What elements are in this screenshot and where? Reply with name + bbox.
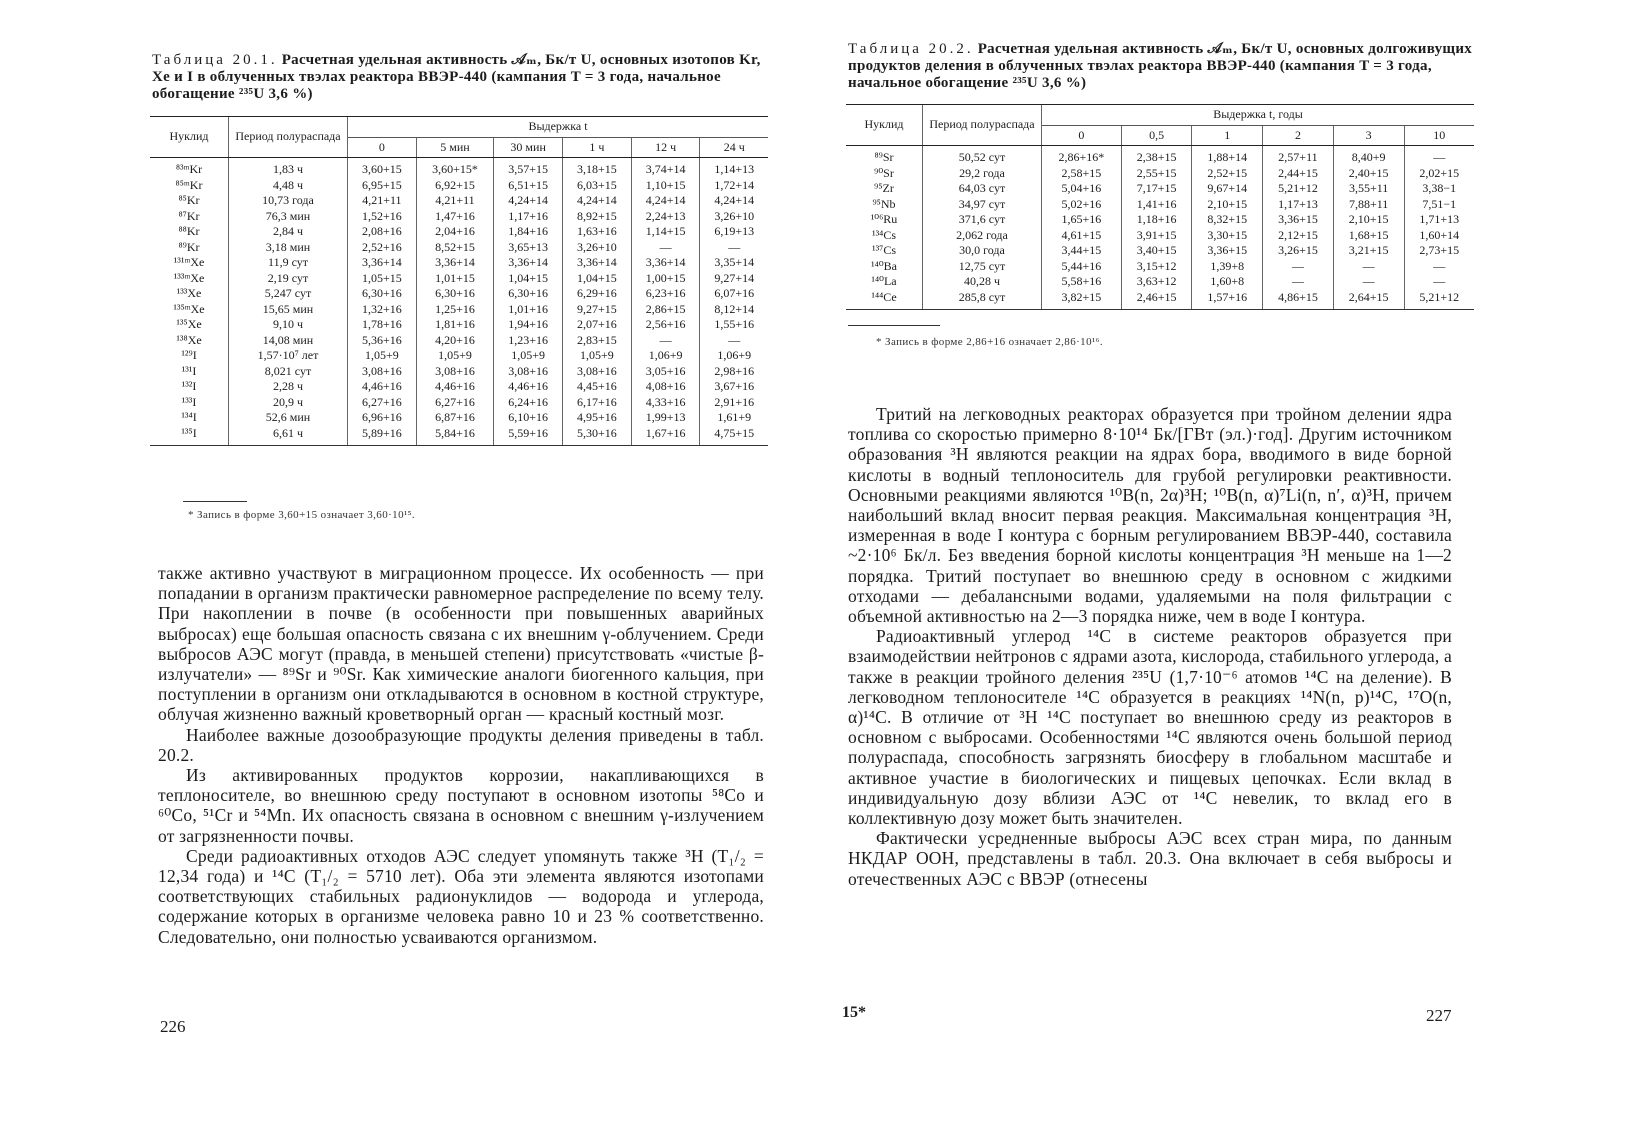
paragraph: Среди радиоактивных отходов АЭС следует упомянуть также ³H (T₁/₂ = 12,34 года) и ¹⁴C (T₁/₂ = 5710 лет). Оба эти элемента являются изотопами соответствующих стабильных радионуклидов — водорода и углерода, содержание которых в организме человека равно 10 и 23 % соответственно. Следовательно, они полностью усваиваются организмом. bbox=[158, 845, 764, 947]
t1-cell-activity: 2,24+13 bbox=[631, 209, 700, 225]
table-20-2-caption-text: Расчетная удельная активность 𝒜ₘ, Бк/т U, основных долгоживущих продуктов деления в облученных твэлах реактора ВВЭР-440 (кампания T = 3 года, начальное обогащение ²³⁵U 3,6 %) bbox=[848, 41, 1473, 91]
t1-cell-activity: 1,47+16 bbox=[416, 209, 494, 225]
t1-cell-activity: — bbox=[700, 240, 768, 256]
t1-cell-activity: 6,23+16 bbox=[631, 286, 700, 302]
t2-cell-activity: 7,17+15 bbox=[1121, 181, 1192, 197]
t1-cell-activity: 4,75+15 bbox=[700, 426, 768, 446]
t1-cell-nuclide: ¹³¹ᵐXe bbox=[173, 255, 205, 269]
t1-cell-nuclide: ⁸⁵Kr bbox=[178, 193, 200, 207]
t1-cell-activity: 1,05+15 bbox=[348, 271, 417, 287]
t2-cell-activity: 8,40+9 bbox=[1333, 146, 1404, 166]
t1-cell-activity: 1,72+14 bbox=[700, 178, 768, 194]
t1-cell-activity: 6,17+16 bbox=[563, 395, 632, 411]
t2-col-header-time: 0,5 bbox=[1121, 125, 1192, 146]
t1-cell-activity: 1,05+9 bbox=[563, 348, 632, 364]
t1-cell-activity: 1,78+16 bbox=[348, 317, 417, 333]
t1-cell-activity: 5,84+16 bbox=[416, 426, 494, 446]
t1-cell-activity: 4,46+16 bbox=[348, 379, 417, 395]
col-header-nuclide-2: Нуклид bbox=[846, 105, 923, 146]
t1-cell-activity: 6,29+16 bbox=[563, 286, 632, 302]
t1-col-header-time: 30 мин bbox=[494, 137, 563, 158]
t2-cell-activity: 2,10+15 bbox=[1192, 197, 1263, 213]
t2-cell-half-life: 285,8 сут bbox=[923, 290, 1042, 310]
footnote-rule-2 bbox=[848, 325, 940, 326]
t1-cell-nuclide: ¹³³I bbox=[181, 394, 197, 409]
t2-cell-nuclide: ⁹⁰Sr bbox=[874, 165, 894, 180]
t1-table-row bbox=[150, 426, 768, 446]
t1-cell-activity: 2,98+16 bbox=[700, 364, 768, 380]
t1-cell-activity: 1,63+16 bbox=[563, 224, 632, 240]
t2-cell-activity: 2,38+15 bbox=[1121, 146, 1192, 166]
t1-cell-half-life: 14,08 мин bbox=[229, 333, 348, 349]
t1-cell-activity: 6,27+16 bbox=[416, 395, 494, 411]
t2-cell-activity: — bbox=[1263, 259, 1334, 275]
t1-table-row bbox=[150, 178, 768, 194]
t2-cell-activity: 2,40+15 bbox=[1333, 166, 1404, 182]
t1-cell-activity: 8,52+15 bbox=[416, 240, 494, 256]
t1-cell-activity: 1,04+15 bbox=[494, 271, 563, 287]
t1-cell-activity: 1,17+16 bbox=[494, 209, 563, 225]
t1-cell-activity: 4,21+11 bbox=[416, 193, 494, 209]
t1-cell-activity: 1,55+16 bbox=[700, 317, 768, 333]
t1-cell-activity: 6,30+16 bbox=[348, 286, 417, 302]
t1-cell-activity: 4,33+16 bbox=[631, 395, 700, 411]
paragraph: Наиболее важные дозообразующие продукты деления приведены в табл. 20.2. bbox=[158, 724, 764, 765]
t2-cell-activity: 3,63+12 bbox=[1121, 274, 1192, 290]
t1-cell-activity: — bbox=[700, 333, 768, 349]
col-header-exposure: Выдержка t bbox=[348, 117, 769, 138]
t1-cell-activity: 9,27+15 bbox=[563, 302, 632, 318]
t1-cell-half-life: 2,19 сут bbox=[229, 271, 348, 287]
t1-table-row bbox=[150, 193, 768, 209]
t2-cell-nuclide: ⁹⁵Nb bbox=[872, 196, 896, 211]
t2-table-row bbox=[846, 166, 1474, 182]
t2-cell-nuclide: ¹³⁴Cs bbox=[871, 227, 897, 242]
t2-cell-activity: — bbox=[1404, 274, 1474, 290]
t1-table-row bbox=[150, 410, 768, 426]
t1-cell-activity: — bbox=[631, 333, 700, 349]
paragraph: также активно участвуют в миграционном процессе. Их особенность — при попадании в организм практически равномерное распределение по всему телу. При накоплении в почве (в особенности при повышенных аварийных выбросах) еще большая опасность связана с их внешним γ-облучением. Среди выбросов АЭС могут (правда, в меньшей степени) присутствовать «чистые β-излучатели» — ⁸⁹Sr и ⁹⁰Sr. Как химические аналоги биогенного кальция, при поступлении в организм они откладываются в основном в костной структуре, облучая жизненно важный кроветворный орган — красный костный мозг. bbox=[158, 563, 764, 725]
t2-table-row bbox=[846, 212, 1474, 228]
t1-col-header-time: 1 ч bbox=[563, 137, 632, 158]
t2-cell-half-life: 12,75 сут bbox=[923, 259, 1042, 275]
t2-cell-activity: 1,17+13 bbox=[1263, 197, 1334, 213]
t2-cell-activity: 2,10+15 bbox=[1333, 212, 1404, 228]
t2-table-row bbox=[846, 181, 1474, 197]
t2-cell-activity: 1,57+16 bbox=[1192, 290, 1263, 310]
t2-cell-activity: 4,61+15 bbox=[1042, 228, 1122, 244]
t1-cell-activity: 3,08+16 bbox=[563, 364, 632, 380]
t1-cell-activity: 3,36+14 bbox=[416, 255, 494, 271]
t2-cell-activity: 3,44+15 bbox=[1042, 243, 1122, 259]
t1-cell-half-life: 9,10 ч bbox=[229, 317, 348, 333]
t1-cell-activity: 4,45+16 bbox=[563, 379, 632, 395]
paragraph: Фактически усредненные выбросы АЭС всех стран мира, по данным НКДАР ООН, представлены в табл. 20.3. Она включает в себя выбросы и отечественных АЭС с ВВЭР (отнесены bbox=[848, 828, 1452, 889]
t2-col-header-time: 3 bbox=[1333, 125, 1404, 146]
t2-cell-activity: 1,88+14 bbox=[1192, 146, 1263, 166]
t1-cell-activity: 4,46+16 bbox=[416, 379, 494, 395]
t1-col-header-time: 0 bbox=[348, 137, 417, 158]
t2-cell-activity: 3,36+15 bbox=[1192, 243, 1263, 259]
table-20-1-caption-text: Расчетная удельная активность 𝒜ₘ, Бк/т U, основных изотопов Kr, Xe и I в облученных твэлах реактора ВВЭР-440 (кампания T = 3 года, начальное обогащение ²³⁵U 3,6 %) bbox=[152, 52, 761, 102]
paragraph: Радиоактивный углерод ¹⁴C в системе реакторов образуется при взаимодействии нейтронов с ядрами азота, кислорода, стабильного углерода, а также в реакции тройного деления ²³⁵U (1,7·10⁻⁶ атомов ¹⁴C на деление). В легководном теплоносителе ¹⁴C образуется в реакциях ¹⁴N(n, p)¹⁴C, ¹⁷O(n, α)¹⁴C. В отличие от ³H ¹⁴C поступает во внешнюю среду из реакторов в основном с выбросами. Особенностями ¹⁴C являются очень большой период полураспада, способность загрязнять биосферу в глобальном масштабе и активное участие в биологических и пищевых цепочках. Если вклад в индивидуальную дозу вблизи АЭС от ¹⁴C невелик, то вклад его в коллективную дозу может быть значителен. bbox=[848, 626, 1452, 829]
t1-cell-nuclide: ¹³⁵I bbox=[150, 426, 229, 446]
t2-cell-activity: 3,40+15 bbox=[1121, 243, 1192, 259]
t1-cell-activity: 1,25+16 bbox=[416, 302, 494, 318]
t1-cell-activity: 3,05+16 bbox=[631, 364, 700, 380]
right-page bbox=[822, 0, 1644, 1139]
t1-cell-activity: 3,08+16 bbox=[494, 364, 563, 380]
t2-table-row bbox=[846, 290, 1474, 310]
t1-cell-activity: 4,46+16 bbox=[494, 379, 563, 395]
page-number-right: 227 bbox=[1426, 1006, 1452, 1025]
t1-cell-nuclide: ⁸⁵ᵐKr bbox=[175, 177, 203, 192]
t1-cell-activity: 4,24+14 bbox=[563, 193, 632, 209]
t1-cell-nuclide: ⁸³ᵐKr bbox=[175, 162, 203, 176]
t2-cell-activity: 2,55+15 bbox=[1121, 166, 1192, 182]
t1-table-row bbox=[150, 255, 768, 271]
t2-cell-activity: 4,86+15 bbox=[1263, 290, 1334, 310]
t1-cell-half-life: 76,3 мин bbox=[229, 209, 348, 225]
t2-cell-activity: 1,60+8 bbox=[1192, 274, 1263, 290]
t1-table-row bbox=[150, 348, 768, 364]
t1-cell-nuclide: ⁸⁸Kr bbox=[178, 224, 200, 238]
t1-cell-activity: 8,12+14 bbox=[700, 302, 768, 318]
t1-cell-activity: 3,60+15* bbox=[416, 158, 494, 178]
t1-cell-activity: 6,07+16 bbox=[700, 286, 768, 302]
t2-cell-activity: 2,02+15 bbox=[1404, 166, 1474, 182]
t2-cell-activity: 5,02+16 bbox=[1042, 197, 1122, 213]
t1-cell-activity: 1,84+16 bbox=[494, 224, 563, 240]
t1-col-header-time: 5 мин bbox=[416, 137, 494, 158]
t1-cell-activity: 2,91+16 bbox=[700, 395, 768, 411]
t1-cell-activity: — bbox=[631, 240, 700, 256]
t1-cell-activity: 6,51+15 bbox=[494, 178, 563, 194]
t1-table-row bbox=[150, 286, 768, 302]
t2-table-row bbox=[846, 243, 1474, 259]
t2-cell-activity: 1,71+13 bbox=[1404, 212, 1474, 228]
t1-cell-activity: 6,96+16 bbox=[348, 410, 417, 426]
table-20-1-footnote: * Запись в форме 3,60+15 означает 3,60·10¹⁵. bbox=[188, 509, 416, 521]
col-header-half-life: Период полураспада bbox=[229, 117, 348, 158]
t2-cell-activity: — bbox=[1404, 259, 1474, 275]
t1-table-row bbox=[150, 395, 768, 411]
t1-cell-activity: 2,52+16 bbox=[348, 240, 417, 256]
t1-cell-activity: 5,30+16 bbox=[563, 426, 632, 446]
t2-cell-activity: 2,52+15 bbox=[1192, 166, 1263, 182]
t2-cell-nuclide: ¹³⁷Cs bbox=[871, 243, 897, 257]
t1-cell-activity: 6,30+16 bbox=[494, 286, 563, 302]
t1-col-header-time: 12 ч bbox=[631, 137, 700, 158]
t2-cell-activity: — bbox=[1333, 274, 1404, 290]
col-header-exposure-2: Выдержка t, годы bbox=[1042, 105, 1475, 126]
t1-cell-half-life: 1,57·10⁷ лет bbox=[229, 348, 348, 364]
table-20-1 bbox=[150, 116, 768, 446]
t1-cell-activity: 3,26+10 bbox=[563, 240, 632, 256]
t2-cell-activity: 7,51−1 bbox=[1404, 197, 1474, 213]
t1-cell-activity: 3,60+15 bbox=[348, 158, 417, 178]
t2-col-header-time: 2 bbox=[1263, 125, 1334, 146]
t2-cell-activity: 5,21+12 bbox=[1263, 181, 1334, 197]
t1-cell-activity: 1,05+9 bbox=[494, 348, 563, 364]
t1-cell-activity: 1,14+13 bbox=[700, 158, 768, 178]
t1-cell-activity: 4,95+16 bbox=[563, 410, 632, 426]
t2-cell-nuclide: ¹⁰⁶Ru bbox=[870, 212, 898, 226]
t1-cell-activity: 4,24+14 bbox=[631, 193, 700, 209]
t2-table-row bbox=[846, 259, 1474, 275]
table-20-1-caption-lead: Таблица 20.1. bbox=[152, 52, 278, 68]
t1-cell-activity: 1,01+15 bbox=[416, 271, 494, 287]
t2-table-row bbox=[846, 274, 1474, 290]
t2-cell-half-life: 34,97 сут bbox=[923, 197, 1042, 213]
t1-cell-activity: 3,26+10 bbox=[700, 209, 768, 225]
t1-cell-activity: 6,27+16 bbox=[348, 395, 417, 411]
table-20-1-caption bbox=[152, 52, 768, 103]
t2-cell-activity: 1,60+14 bbox=[1404, 228, 1474, 244]
t1-cell-activity: 5,89+16 bbox=[348, 426, 417, 446]
t1-cell-half-life: 20,9 ч bbox=[229, 395, 348, 411]
t1-table-row bbox=[150, 333, 768, 349]
right-body-text bbox=[848, 404, 1452, 889]
t1-cell-activity: 1,05+9 bbox=[416, 348, 494, 364]
table-20-2-caption-lead: Таблица 20.2. bbox=[848, 41, 974, 57]
t2-cell-activity: 1,65+16 bbox=[1042, 212, 1122, 228]
t1-cell-half-life: 1,83 ч bbox=[229, 158, 348, 178]
t1-cell-activity: 4,08+16 bbox=[631, 379, 700, 395]
t1-cell-activity: 1,67+16 bbox=[631, 426, 700, 446]
t2-col-header-time: 1 bbox=[1192, 125, 1263, 146]
t1-table-row bbox=[150, 364, 768, 380]
t2-table-row bbox=[846, 146, 1474, 166]
t1-cell-activity: 1,06+9 bbox=[700, 348, 768, 364]
t1-cell-activity: 4,24+14 bbox=[700, 193, 768, 209]
t1-col-header-time: 24 ч bbox=[700, 137, 768, 158]
t1-cell-activity: 1,52+16 bbox=[348, 209, 417, 225]
t1-cell-activity: 1,94+16 bbox=[494, 317, 563, 333]
t1-cell-nuclide: ¹³¹I bbox=[181, 363, 197, 378]
t1-table-row bbox=[150, 224, 768, 240]
t1-cell-activity: 1,00+15 bbox=[631, 271, 700, 287]
t1-cell-activity: 5,59+16 bbox=[494, 426, 563, 446]
t1-cell-half-life: 2,28 ч bbox=[229, 379, 348, 395]
t1-cell-activity: 3,08+16 bbox=[416, 364, 494, 380]
t1-cell-half-life: 10,73 года bbox=[229, 193, 348, 209]
t1-cell-nuclide: ¹³³Xe bbox=[176, 286, 202, 300]
t2-cell-activity: 2,12+15 bbox=[1263, 228, 1334, 244]
col-header-half-life-2: Период полураспада bbox=[923, 105, 1042, 146]
t1-cell-half-life: 11,9 сут bbox=[229, 255, 348, 271]
t1-cell-nuclide: ¹³²I bbox=[181, 379, 197, 393]
t2-cell-half-life: 50,52 сут bbox=[923, 146, 1042, 166]
t2-cell-nuclide: ⁹⁵Zr bbox=[874, 181, 894, 195]
t2-cell-activity: 5,58+16 bbox=[1042, 274, 1122, 290]
t1-cell-activity: 2,83+15 bbox=[563, 333, 632, 349]
t1-cell-activity: 6,95+15 bbox=[348, 178, 417, 194]
t1-cell-activity: 3,57+15 bbox=[494, 158, 563, 178]
t1-cell-activity: 1,61+9 bbox=[700, 410, 768, 426]
t2-col-header-time: 10 bbox=[1404, 125, 1474, 146]
t1-cell-activity: 1,23+16 bbox=[494, 333, 563, 349]
t1-cell-activity: 3,74+14 bbox=[631, 158, 700, 178]
t1-cell-activity: 3,35+14 bbox=[700, 255, 768, 271]
t1-cell-activity: 4,24+14 bbox=[494, 193, 563, 209]
t2-cell-activity: 2,44+15 bbox=[1263, 166, 1334, 182]
t2-cell-activity: 3,26+15 bbox=[1263, 243, 1334, 259]
t1-cell-activity: 5,36+16 bbox=[348, 333, 417, 349]
t2-cell-activity: 3,21+15 bbox=[1333, 243, 1404, 259]
t2-cell-activity: 3,30+15 bbox=[1192, 228, 1263, 244]
t2-cell-activity: 3,82+15 bbox=[1042, 290, 1122, 310]
t1-table-row bbox=[150, 158, 768, 178]
t1-cell-half-life: 6,61 ч bbox=[229, 426, 348, 446]
t2-cell-half-life: 40,28 ч bbox=[923, 274, 1042, 290]
t1-cell-nuclide: ¹³³ᵐXe bbox=[173, 270, 205, 285]
t1-cell-activity: 3,67+16 bbox=[700, 379, 768, 395]
t2-cell-activity: — bbox=[1333, 259, 1404, 275]
t1-cell-activity: 1,10+15 bbox=[631, 178, 700, 194]
t1-cell-half-life: 5,247 сут bbox=[229, 286, 348, 302]
t2-cell-activity: 3,15+12 bbox=[1121, 259, 1192, 275]
t1-cell-activity: 4,21+11 bbox=[348, 193, 417, 209]
t2-cell-activity: 7,88+11 bbox=[1333, 197, 1404, 213]
t1-cell-nuclide: ¹³⁵Xe bbox=[176, 317, 202, 331]
t1-cell-activity: 3,36+14 bbox=[348, 255, 417, 271]
t1-cell-half-life: 3,18 мин bbox=[229, 240, 348, 256]
t2-cell-nuclide: ¹⁴⁰La bbox=[871, 274, 897, 288]
col-header-nuclide: Нуклид bbox=[150, 117, 229, 158]
t1-cell-nuclide: ¹²⁹I bbox=[181, 348, 197, 362]
left-body-text bbox=[158, 563, 764, 947]
t2-cell-nuclide: ⁸⁹Sr bbox=[874, 150, 894, 164]
t1-cell-activity: 6,03+15 bbox=[563, 178, 632, 194]
page-number-left: 226 bbox=[160, 1017, 186, 1036]
t1-cell-activity: 8,92+15 bbox=[563, 209, 632, 225]
t2-cell-activity: — bbox=[1404, 146, 1474, 166]
t1-cell-nuclide: ¹³⁴I bbox=[181, 410, 197, 424]
t1-cell-activity: 6,19+13 bbox=[700, 224, 768, 240]
paragraph: Тритий на легководных реакторах образуется при тройном делении ядра топлива со скоростью примерно 8·10¹⁴ Бк/[ГВт (эл.)·год]. Другим источником образования ³H являются реакции на ядрах бора, вводимого в виде борной кислоты в водный теплоноситель для грубой регулировки реактивности. Основными реакциями являются ¹⁰B(n, 2α)³H; ¹⁰B(n, α)⁷Li(n, n′, α)³H, причем наибольший вклад вносит первая реакция. Максимальная концентрация ³H, измеренная в воде I контура с борным регулированием ВВЭР-440, составила ~2·10⁶ Бк/л. Без введения борной кислоты концентрация ³H меньше на 1—2 порядка. Тритий поступает во внешнюю среду в основном с жидкими отходами — дебалансными водами, удаляемыми на поля фильтрации с объемной активностью на 2—3 порядка ниже, чем в воде I контура. bbox=[848, 404, 1452, 627]
t1-cell-activity: 2,04+16 bbox=[416, 224, 494, 240]
t2-cell-nuclide: ¹⁴⁴Ce bbox=[846, 290, 923, 310]
t2-cell-activity: 5,44+16 bbox=[1042, 259, 1122, 275]
t2-cell-activity: 2,64+15 bbox=[1333, 290, 1404, 310]
t1-cell-activity: 9,27+14 bbox=[700, 271, 768, 287]
t1-cell-activity: 3,18+15 bbox=[563, 158, 632, 178]
t2-cell-activity: 1,18+16 bbox=[1121, 212, 1192, 228]
t2-cell-half-life: 2,062 года bbox=[923, 228, 1042, 244]
t1-cell-activity: 6,92+15 bbox=[416, 178, 494, 194]
t1-cell-nuclide: ¹³⁵ᵐXe bbox=[173, 301, 205, 316]
table-20-2-caption bbox=[848, 41, 1478, 92]
t1-cell-activity: 1,01+16 bbox=[494, 302, 563, 318]
t1-cell-activity: 3,08+16 bbox=[348, 364, 417, 380]
t2-cell-activity: 1,68+15 bbox=[1333, 228, 1404, 244]
t1-cell-activity: 6,24+16 bbox=[494, 395, 563, 411]
t2-cell-activity: 8,32+15 bbox=[1192, 212, 1263, 228]
t2-cell-activity: 2,46+15 bbox=[1121, 290, 1192, 310]
t1-cell-activity: 6,87+16 bbox=[416, 410, 494, 426]
t2-cell-activity: 1,41+16 bbox=[1121, 197, 1192, 213]
t2-cell-half-life: 30,0 года bbox=[923, 243, 1042, 259]
t1-table-row bbox=[150, 240, 768, 256]
t1-cell-nuclide: ¹³⁸Xe bbox=[176, 332, 202, 347]
t2-cell-activity: 2,57+11 bbox=[1263, 146, 1334, 166]
t1-cell-activity: 1,05+9 bbox=[348, 348, 417, 364]
t2-cell-activity: 3,91+15 bbox=[1121, 228, 1192, 244]
t1-cell-half-life: 8,021 сут bbox=[229, 364, 348, 380]
t1-cell-half-life: 4,48 ч bbox=[229, 178, 348, 194]
table-20-2 bbox=[846, 104, 1474, 310]
paragraph: Из активированных продуктов коррозии, накапливающихся в теплоносителе, во внешнюю среду поступают в основном изотопы ⁵⁸Co и ⁶⁰Co, ⁵¹Cr и ⁵⁴Mn. Их опасность связана в основном с внешним γ-излучением от загрязненности почвы. bbox=[158, 765, 764, 846]
t1-cell-activity: 1,99+13 bbox=[631, 410, 700, 426]
t1-cell-activity: 6,30+16 bbox=[416, 286, 494, 302]
t1-cell-activity: 2,56+16 bbox=[631, 317, 700, 333]
footnote-rule bbox=[183, 501, 247, 502]
t1-cell-activity: 3,65+13 bbox=[494, 240, 563, 256]
t1-cell-activity: 1,81+16 bbox=[416, 317, 494, 333]
t2-cell-half-life: 371,6 сут bbox=[923, 212, 1042, 228]
t2-table-row bbox=[846, 197, 1474, 213]
t1-cell-activity: 3,36+14 bbox=[563, 255, 632, 271]
signature-mark: 15* bbox=[842, 1004, 866, 1021]
t1-cell-activity: 6,10+16 bbox=[494, 410, 563, 426]
t2-cell-nuclide: ¹⁴⁰Ba bbox=[871, 258, 897, 273]
t1-cell-activity: 1,14+15 bbox=[631, 224, 700, 240]
t1-cell-activity: 3,36+14 bbox=[631, 255, 700, 271]
t1-cell-nuclide: ⁸⁹Kr bbox=[178, 239, 200, 254]
t2-cell-half-life: 64,03 сут bbox=[923, 181, 1042, 197]
t1-cell-half-life: 2,84 ч bbox=[229, 224, 348, 240]
table-20-2-footnote: * Запись в форме 2,86+16 означает 2,86·10¹⁶. bbox=[876, 336, 1104, 348]
t1-cell-half-life: 52,6 мин bbox=[229, 410, 348, 426]
t2-cell-activity: 3,38−1 bbox=[1404, 181, 1474, 197]
t2-table-row bbox=[846, 228, 1474, 244]
t1-cell-activity: 2,86+15 bbox=[631, 302, 700, 318]
t1-table-row bbox=[150, 317, 768, 333]
t1-cell-activity: 3,36+14 bbox=[494, 255, 563, 271]
t1-cell-activity: 2,08+16 bbox=[348, 224, 417, 240]
t2-cell-activity: 5,04+16 bbox=[1042, 181, 1122, 197]
t2-cell-activity: 2,58+15 bbox=[1042, 166, 1122, 182]
t2-cell-activity: 1,39+8 bbox=[1192, 259, 1263, 275]
t1-cell-half-life: 15,65 мин bbox=[229, 302, 348, 318]
t1-cell-activity: 1,06+9 bbox=[631, 348, 700, 364]
t1-cell-activity: 1,04+15 bbox=[563, 271, 632, 287]
t1-cell-activity: 1,32+16 bbox=[348, 302, 417, 318]
t2-cell-activity: 9,67+14 bbox=[1192, 181, 1263, 197]
t1-cell-activity: 4,20+16 bbox=[416, 333, 494, 349]
t2-cell-activity: 3,36+15 bbox=[1263, 212, 1334, 228]
t2-cell-activity: — bbox=[1263, 274, 1334, 290]
t1-table-row bbox=[150, 302, 768, 318]
t2-cell-activity: 5,21+12 bbox=[1404, 290, 1474, 310]
t2-cell-activity: 2,73+15 bbox=[1404, 243, 1474, 259]
t1-table-row bbox=[150, 379, 768, 395]
t1-cell-activity: 2,07+16 bbox=[563, 317, 632, 333]
t1-table-row bbox=[150, 271, 768, 287]
t1-table-row bbox=[150, 209, 768, 225]
t2-cell-activity: 2,86+16* bbox=[1042, 146, 1122, 166]
t1-cell-nuclide: ⁸⁷Kr bbox=[178, 208, 200, 223]
t2-cell-half-life: 29,2 года bbox=[923, 166, 1042, 182]
t2-col-header-time: 0 bbox=[1042, 125, 1122, 146]
t2-cell-activity: 3,55+11 bbox=[1333, 181, 1404, 197]
